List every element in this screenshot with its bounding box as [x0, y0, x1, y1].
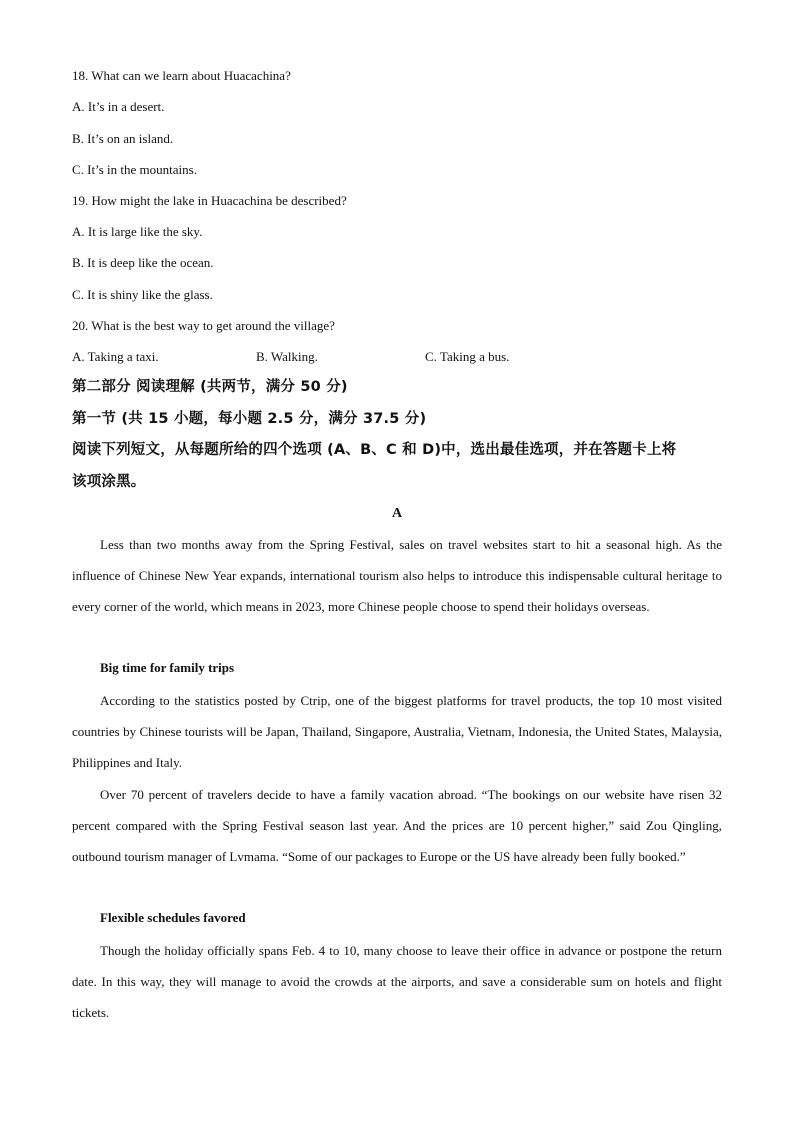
question-18-option-a: A. It’s in a desert. [72, 99, 165, 114]
question-18-option-c: C. It’s in the mountains. [72, 162, 197, 177]
subheading-family-trips: Big time for family trips [100, 660, 235, 675]
question-20-option-a: A. Taking a taxi. [72, 349, 159, 364]
question-19-option-b: B. It is deep like the ocean. [72, 255, 214, 270]
question-20-option-c: C. Taking a bus. [425, 349, 510, 364]
passage-paragraph-3: Over 70 percent of travelers decide to have a family vacation abroad. “The bookings on our website have risen 32 percent compared with the Spring Festival season last year. And the prices are 10 percent higher,” said Zou Qingling, outbound tourism manager of Lvmama. “Some of our packages to Europe or the US have already been fully booked.” [72, 787, 722, 865]
passage-paragraph-2: According to the statistics posted by Ctrip, one of the biggest platforms for travel products, the top 10 most visited countries by Chinese tourists will be Japan, Thailand, Singapore, Australia, Vietnam, Indonesia, the United States, Malaysia, Philippines and Italy. [72, 693, 722, 771]
question-18-option-b: B. It’s on an island. [72, 131, 174, 146]
subheading-flexible-schedules: Flexible schedules favored [100, 910, 246, 925]
question-18-stem: 18. What can we learn about Huacachina? [72, 68, 291, 83]
question-20-stem: 20. What is the best way to get around the village? [72, 318, 335, 333]
instruction-line-2: 该项涂黑。 [72, 474, 146, 490]
part-two-heading: 第二部分 阅读理解 (共两节，满分 50 分) [72, 379, 348, 395]
passage-paragraph-1: Less than two months away from the Spring Festival, sales on travel websites start to hit a seasonal high. As the influence of Chinese New Year expands, international tourism also helps to introduce this indispensable cultural heritage to every corner of the world, which means in 2023, more Chinese people choose to spend their holidays overseas. [72, 537, 722, 615]
question-20-option-b: B. Walking. [256, 349, 318, 364]
section-one-heading: 第一节 (共 15 小题，每小题 2.5 分，满分 37.5 分) [72, 411, 427, 427]
question-19-option-a: A. It is large like the sky. [72, 224, 203, 239]
passage-paragraph-4: Though the holiday officially spans Feb. 4 to 10, many choose to leave their office in advance or postpone the return date. In this way, they will manage to avoid the crowds at the airports, and save a considerable sum on hotels and flight tickets. [72, 943, 722, 1021]
passage-label: A [391, 506, 403, 521]
question-19-stem: 19. How might the lake in Huacachina be described? [72, 193, 347, 208]
instruction-line-1: 阅读下列短文，从每题所给的四个选项 (A、B、C 和 D)中，选出最佳选项，并在答题卡上将 [72, 442, 677, 458]
question-19-option-c: C. It is shiny like the glass. [72, 287, 213, 302]
